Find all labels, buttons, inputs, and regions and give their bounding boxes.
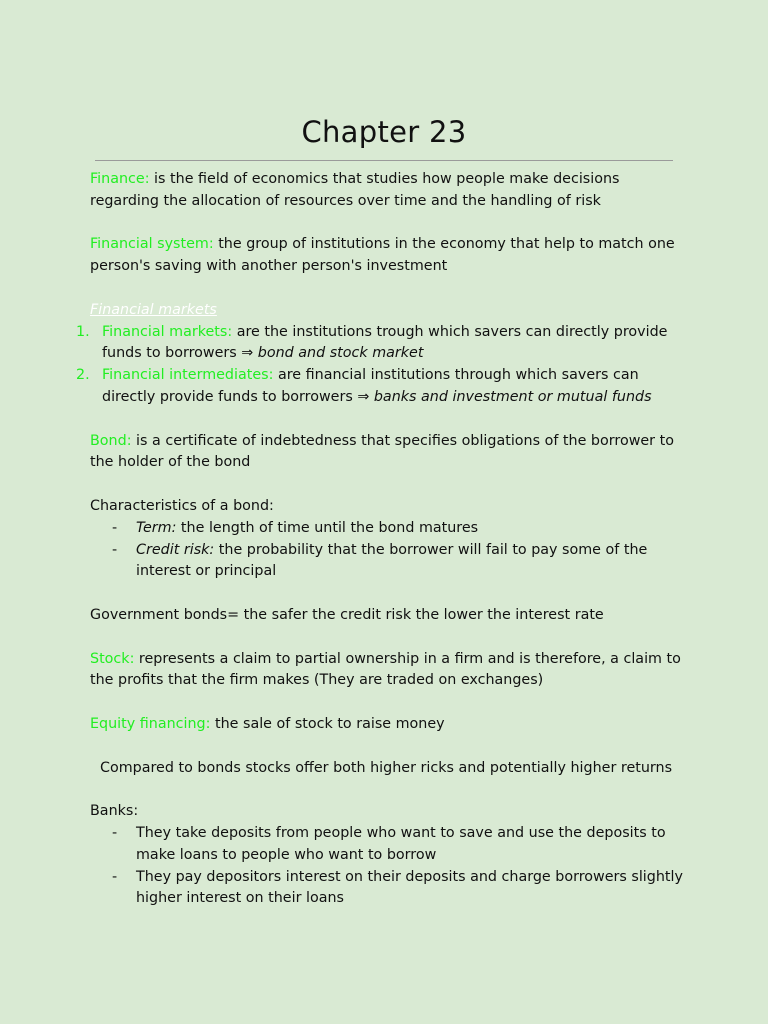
definition-text: is the field of economics that studies how people make decisions regarding the allocation of resources over time and the handling of risk bbox=[90, 171, 620, 209]
list-item bbox=[76, 365, 690, 409]
term-label: Financial system: bbox=[90, 236, 214, 253]
bond-characteristics-list bbox=[90, 518, 690, 583]
list-item bbox=[90, 518, 690, 540]
term-label: Finance: bbox=[90, 171, 150, 187]
item-label: Term: bbox=[136, 519, 177, 536]
definition-text: are the institutions trough which savers can directly provide funds to borrowers ⇒ bbox=[102, 323, 668, 362]
definition-text: the sale of stock to raise money bbox=[210, 715, 445, 732]
section-heading-financial-markets: Financial markets bbox=[90, 301, 217, 318]
list-number: 1. bbox=[76, 323, 90, 340]
financial-markets-list bbox=[76, 322, 690, 409]
government-bonds-note: Government bonds= the safer the credit risk the lower the interest rate bbox=[90, 606, 604, 623]
definition-financial-system bbox=[90, 234, 690, 278]
definition-text: is a certificate of indebtedness that specifies obligations of the borrower to the holder of the bond bbox=[90, 432, 674, 471]
list-item bbox=[90, 540, 690, 584]
term-label: Financial intermediates: bbox=[102, 367, 274, 384]
dash-bullet: - bbox=[112, 519, 118, 536]
title-divider bbox=[95, 160, 673, 161]
page-title: Chapter 23 bbox=[301, 115, 467, 150]
example-text: banks and investment or mutual funds bbox=[373, 388, 652, 405]
definition-equity-financing bbox=[90, 714, 690, 736]
definition-bond bbox=[90, 431, 690, 475]
term-label: Equity financing: bbox=[90, 715, 211, 732]
item-text: They take deposits from people who want to save and use the deposits to make loans to people who want to borrow bbox=[136, 824, 666, 863]
definition-finance bbox=[90, 169, 690, 213]
list-number: 2. bbox=[76, 367, 90, 384]
list-item bbox=[90, 867, 690, 911]
definition-stock bbox=[90, 649, 690, 693]
definition-text: the group of institutions in the economy that help to match one person's saving with another person's investment bbox=[90, 236, 675, 275]
term-label: Stock: bbox=[90, 650, 135, 667]
definition-text: represents a claim to partial ownership in a firm and is therefore, a claim to the profits that the firm makes (They are traded on exchanges) bbox=[90, 650, 681, 689]
item-text: They pay depositors interest on their deposits and charge borrowers slightly higher interest on their loans bbox=[136, 868, 683, 907]
dash-bullet: - bbox=[112, 868, 118, 885]
item-text: the length of time until the bond matures bbox=[176, 519, 479, 536]
list-item bbox=[76, 322, 690, 366]
list-item bbox=[90, 823, 690, 867]
banks-heading: Banks: bbox=[90, 803, 139, 820]
dash-bullet: - bbox=[112, 824, 118, 841]
term-label: Financial markets: bbox=[102, 323, 233, 340]
banks-list bbox=[90, 823, 690, 910]
document-body bbox=[76, 169, 690, 910]
dash-bullet: - bbox=[112, 541, 118, 558]
term-label: Bond: bbox=[90, 432, 132, 449]
item-label: Credit risk: bbox=[136, 541, 215, 558]
bond-characteristics-heading: Characteristics of a bond: bbox=[90, 497, 274, 514]
example-text: bond and stock market bbox=[257, 345, 424, 362]
comparison-note: Compared to bonds stocks offer both higher ricks and potentially higher returns bbox=[100, 759, 673, 776]
definition-text: are financial institutions through which savers can directly provide funds to borrowers ⇒ bbox=[102, 367, 639, 405]
item-text: the probability that the borrower will fail to pay some of the interest or principal bbox=[136, 541, 648, 580]
